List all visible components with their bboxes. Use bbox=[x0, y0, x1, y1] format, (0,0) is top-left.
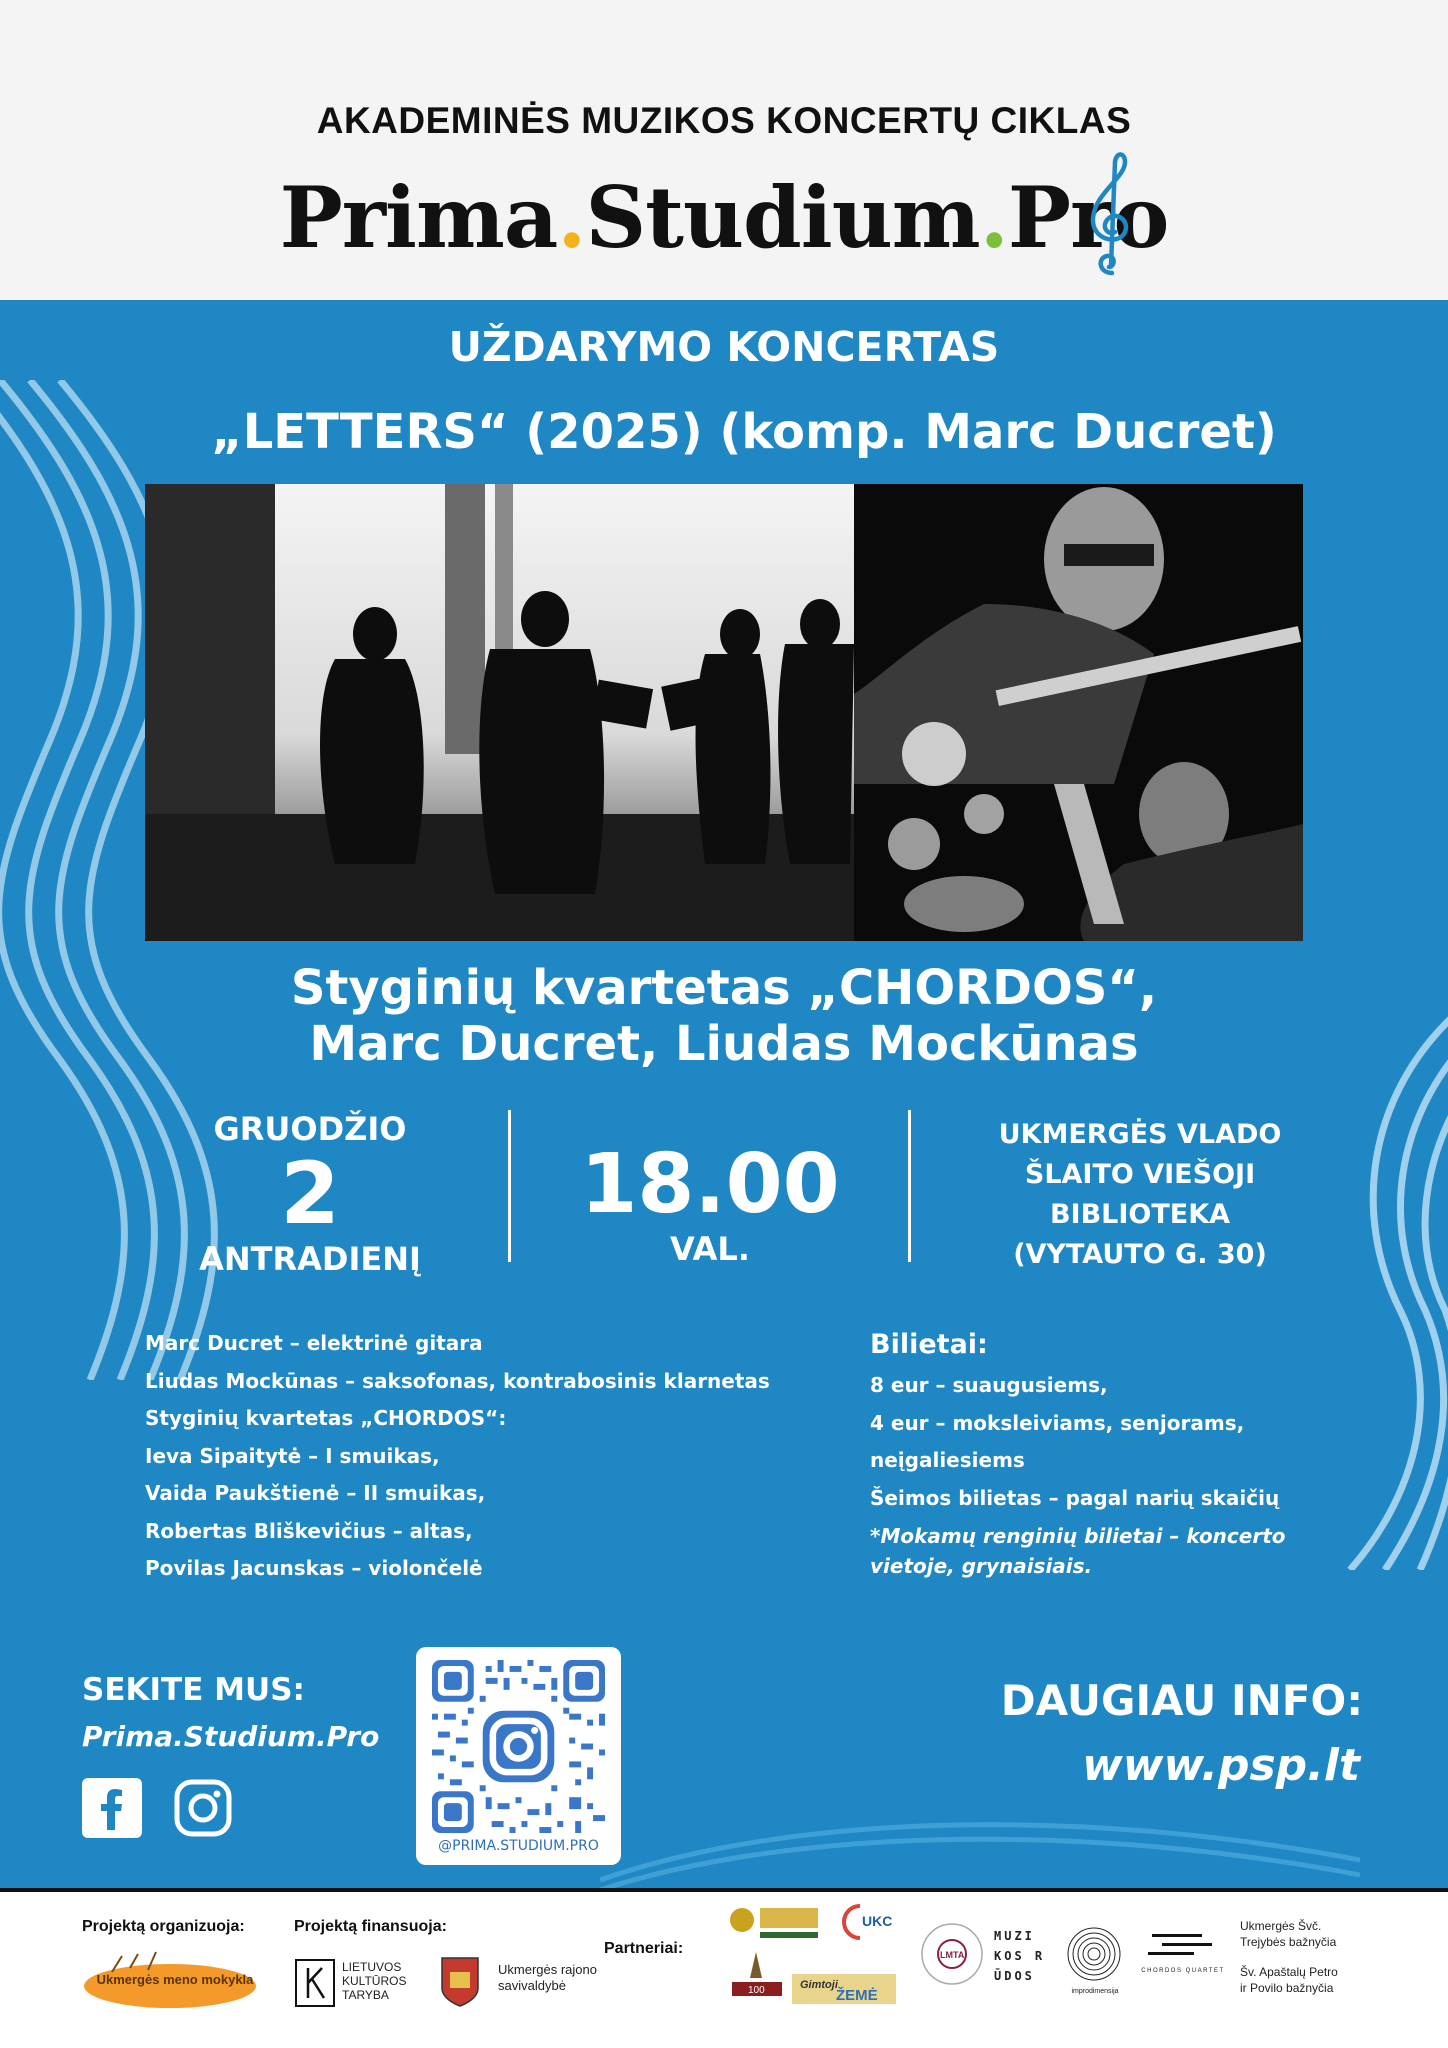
chordos-quartet-name: CHORDOS QUARTET bbox=[1141, 1968, 1225, 1974]
performers-line-1: Styginių kvartetas „CHORDOS“, bbox=[290, 960, 1158, 1016]
ticket-line: Šeimos bilietas – pagal narių skaičių bbox=[870, 1485, 1280, 1510]
cast-item: Vaida Paukštienė – II smuikas, bbox=[145, 1481, 486, 1505]
lkt-line-3: TARYBA bbox=[342, 1988, 389, 2002]
organizer-label: Projektą organizuoja: bbox=[82, 1918, 245, 1935]
brand-part-2: Studium bbox=[585, 168, 980, 267]
cast-list bbox=[145, 1325, 825, 1588]
series-title: AKADEMINĖS MUZIKOS KONCERTŲ CIKLAS bbox=[316, 100, 1132, 141]
ticket-note-line-1: *Mokamų renginių bilietai – koncerto bbox=[870, 1524, 1286, 1548]
church-1-line-2: Trejybės bažnyčia bbox=[1240, 1935, 1337, 1949]
partners-label: Partneriai: bbox=[604, 1940, 684, 1957]
decorative-waves-bottom bbox=[600, 1790, 1360, 1890]
muzikos-rudos-logo bbox=[994, 1926, 1045, 1986]
municipality-name bbox=[498, 1962, 597, 1994]
quartet-photo bbox=[145, 484, 854, 941]
time-unit: VAL. bbox=[670, 1230, 750, 1268]
cast-item: Styginių kvartetas „CHORDOS“: bbox=[145, 1406, 507, 1430]
ukc-text: UKC bbox=[862, 1913, 893, 1929]
chordos-quartet-logo-icon bbox=[1142, 1930, 1222, 1966]
cast-item: Marc Ducret – elektrinė gitara bbox=[145, 1331, 483, 1355]
venue-line-3: BIBLIOTEKA bbox=[1049, 1199, 1231, 1230]
muzikos-line-2: KOS R bbox=[994, 1949, 1046, 1963]
date-weekday: ANTRADIENĮ bbox=[199, 1240, 421, 1278]
improdimensija-name: improdimensija bbox=[1071, 1988, 1119, 1995]
lmta-text: LMTA bbox=[940, 1950, 965, 1960]
brand-part-1: Prima bbox=[279, 168, 558, 267]
venue-line-4: (VYTAUTO G. 30) bbox=[1013, 1239, 1267, 1270]
brand-part-3: Pro bbox=[1007, 168, 1169, 267]
church-2-line-1: Šv. Apaštalų Petro bbox=[1240, 1965, 1338, 1979]
muzikos-line-3: ŪDOS bbox=[994, 1969, 1035, 1983]
organizer-name: Ukmergės meno mokykla bbox=[96, 1972, 254, 1987]
library-100-logo bbox=[726, 1948, 788, 2004]
zeme-text: ŽEMĖ bbox=[836, 1987, 878, 2004]
cast-item: Povilas Jacunskas – violončelė bbox=[145, 1556, 483, 1580]
ukc-logo bbox=[830, 1900, 894, 1944]
lkt-line-1: LIETUVOS bbox=[342, 1960, 402, 1974]
divider-1 bbox=[508, 1110, 511, 1262]
divider-2 bbox=[908, 1110, 911, 1262]
church-2-line-2: ir Povilo bažnyčia bbox=[1240, 1981, 1334, 1995]
date-month: GRUODŽIO bbox=[213, 1110, 407, 1148]
ticket-note-line-2: vietoje, grynaisiais. bbox=[870, 1554, 1093, 1578]
qr-caption: @PRIMA.STUDIUM.PRO bbox=[438, 1838, 599, 1854]
cast-item: Ieva Sipaitytė – I smuikas, bbox=[145, 1443, 440, 1468]
cast-item: Robertas Bliškevičius – altas, bbox=[145, 1518, 473, 1543]
gimtoji-zeme-logo bbox=[792, 1972, 896, 2006]
church-2 bbox=[1240, 1964, 1338, 1996]
ticket-note bbox=[870, 1521, 1330, 1581]
venue-line-2: ŠLAITO VIEŠOJI bbox=[1024, 1159, 1256, 1190]
venue-line-1: UKMERGĖS VLADO bbox=[998, 1119, 1282, 1150]
ticket-line: neįgaliesiems bbox=[870, 1448, 1025, 1472]
performers-heading bbox=[0, 960, 1448, 1072]
qr-code[interactable] bbox=[432, 1660, 605, 1833]
lkt-name bbox=[342, 1960, 406, 2002]
ticket-line: 8 eur – suaugusiems, bbox=[870, 1373, 1108, 1397]
concert-title: „LETTERS“ (2025) (komp. Marc Ducret) bbox=[211, 404, 1277, 460]
ticket-line: 4 eur – moksleiviams, senjorams, bbox=[870, 1410, 1245, 1435]
time-block bbox=[520, 1137, 900, 1268]
date-day: 2 bbox=[280, 1144, 340, 1244]
municipality-crest-icon bbox=[440, 1956, 480, 2008]
muni-line-2: savivaldybė bbox=[498, 1978, 566, 1993]
follow-heading: SEKITE MUS: bbox=[82, 1672, 305, 1708]
brand-dot-yellow: . bbox=[557, 168, 586, 267]
gimtoji-text: Gimtoji bbox=[800, 1979, 838, 1991]
instagram-icon[interactable] bbox=[173, 1778, 233, 1838]
church-1 bbox=[1240, 1918, 1336, 1950]
funder-label: Projektą finansuoja: bbox=[294, 1918, 447, 1935]
venue-block bbox=[940, 1115, 1340, 1275]
lmta-logo bbox=[918, 1920, 986, 1988]
improdimensija-logo-icon bbox=[1064, 1924, 1124, 1984]
concert-type-heading: UŽDARYMO KONCERTAS bbox=[448, 323, 1000, 371]
treble-clef-icon bbox=[1085, 148, 1135, 283]
hundred-text: 100 bbox=[748, 1985, 765, 1996]
cast-item: Liudas Mockūnas – saksofonas, kontrabosinis klarnetas bbox=[145, 1368, 770, 1393]
footer-divider bbox=[0, 1888, 1448, 1892]
social-handle[interactable]: Prima.Studium.Pro bbox=[82, 1720, 380, 1753]
brand-wordmark bbox=[0, 168, 1448, 267]
date-block bbox=[170, 1110, 450, 1278]
museum-logo bbox=[726, 1902, 824, 1942]
lkt-logo-icon bbox=[294, 1958, 336, 2008]
lkt-line-2: KULTŪROS bbox=[342, 1974, 407, 1988]
tickets-block bbox=[870, 1325, 1330, 1581]
performers-line-2: Marc Ducret, Liudas Mockūnas bbox=[309, 1016, 1139, 1072]
start-time: 18.00 bbox=[580, 1137, 840, 1232]
brand-dot-green: . bbox=[979, 168, 1008, 267]
muni-line-1: Ukmergės rajono bbox=[498, 1962, 597, 1977]
website-link[interactable]: www.psp.lt bbox=[1082, 1740, 1360, 1791]
soloists-photo bbox=[854, 484, 1303, 941]
muzikos-line-1: MUZI bbox=[994, 1929, 1035, 1943]
more-info-heading: DAUGIAU INFO: bbox=[1000, 1676, 1363, 1725]
facebook-icon[interactable] bbox=[82, 1778, 142, 1838]
church-1-line-1: Ukmergės Švč. bbox=[1240, 1919, 1322, 1933]
decorative-waves-right bbox=[1310, 1010, 1448, 1570]
tickets-heading: Bilietai: bbox=[870, 1329, 988, 1360]
